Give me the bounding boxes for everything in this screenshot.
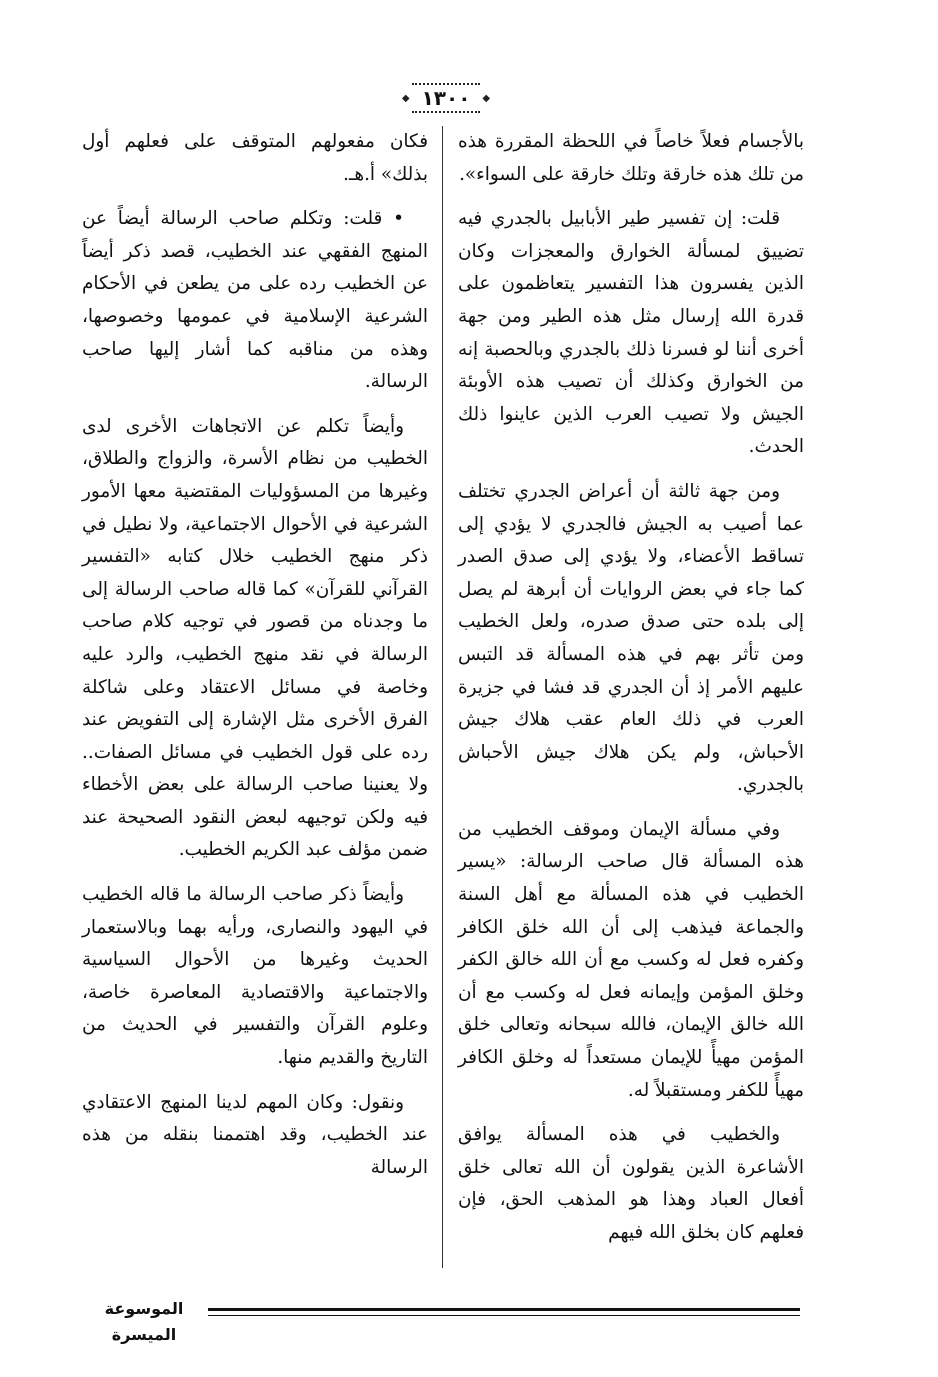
paragraph: ونقول: وكان المهم لدينا المنهج الاعتقادي عند الخطيب، وقد اهتممنا بنقله من هذه الرسالة	[82, 1091, 428, 1178]
paragraph: وأيضاً تكلم عن الاتجاهات الأخرى لدى الخطيب من نظام الأسرة، والزواج والطلاق، وغيرها من المسؤوليات المقتضية معها الأمور الشرعية في الأحوال الاجتماعية، ولا نطيل في ذكر منهج الخطيب خلال كتابه «التفسير القرآني للقرآن» كما قاله صاحب الرسالة إلى ما وجدناه من قصور في توجيه كلام صاحب الرسالة في نقد منهج الخطيب، والرد عليه وخاصة في مسائل الاعتقاد وعلى شاكلة الفرق الأخرى مثل الإشارة إلى التفويض عند رده على قول الخطيب في مسائل الصفات.. ولا يعنينا صاحب الرسالة على بعض الأخطاء فيه ولكن توجيهه لبعض النقود الصحيحة عند ضمن مؤلف عبد الكريم الخطيب.	[82, 415, 428, 861]
footer-title: الموسوعة الميسرة	[104, 1299, 184, 1344]
paragraph: • قلت: وتكلم صاحب الرسالة أيضاً عن المنهج الفقهي عند الخطيب، قصد ذكر أيضاً عن الخطيب رده على من يطعن في الأحكام الشرعية الإسلامية في عمومها وخصوصها، وهذه من مناقبه كما أشار إليها صاحب الرسالة.	[82, 208, 428, 393]
paragraph: ومن جهة ثالثة أن أعراض الجدري تختلف عما أصيب به الجيش فالجدري لا يؤدي إلى تساقط الأعضاء، ولا يؤدي إلى صدق الصدر كما جاء في بعض الروايات أن أبرهة لم يصل إلى بلده حتى صدق صدره، ولعل الخطيب ومن تأثر بهم في هذه المسألة قد التبس عليهم الأمر إذ أن الجدري قد فشا في جزيرة العرب في ذلك العام عقب هلاك جيش الأحباش، ولم يكن هلاك جيش الأحباش بالجدري.	[458, 480, 804, 796]
paragraph: وفي مسألة الإيمان وموقف الخطيب من هذه المسألة قال صاحب الرسالة: «يسير الخطيب في هذه المسألة مع أهل السنة والجماعة فيذهب إلى أن الله خلق الكافر وكفره فعل له وكسب مع أن الله خالق الكفر وخلق المؤمن وإيمانه فعل له وكسب مع أن الله خالق الإيمان، فالله سبحانه وتعالى خلق المؤمن مهيأً للإيمان مستعداً له وخلق الكافر مهيأً للكفر ومستقبلاً له.	[458, 818, 804, 1101]
page-number-text: ١٣٠٠	[412, 83, 481, 113]
column-divider	[442, 126, 443, 1268]
paragraph: والخطيب في هذه المسألة يوافق الأشاعرة الذين يقولون أن الله تعالى خلق أفعال العباد وهذا هو المذهب الحق، فإن فعلهم كان بخلق الله فيهم	[458, 1124, 804, 1243]
paragraph: بالأجسام فعلاً خاصاً في اللحظة المقررة هذه من تلك هذه خارقة وتلك خارقة على السواء».	[458, 131, 804, 185]
footer-rule	[208, 1308, 800, 1316]
left-column	[82, 126, 428, 1196]
paragraph: قلت: إن تفسير طير الأبابيل بالجدري فيه تضييق لمسألة الخوارق والمعجزات وكان الذين يفسرون هذا التفسير يتعاظمون على قدرة الله إرسال مثل هذه الطير ومن جهة أخرى أننا لو فسرنا ذلك بالجدري وبالحصبة إنه من الخوارق وكذلك أن تصيب هذه الأوبئة الجيش ولا تصيب العرب الذين عاينوا ذلك الحدث.	[458, 208, 804, 458]
page-number	[401, 82, 491, 114]
ornament-icon: ◆	[401, 92, 410, 104]
paragraph: وأيضاً ذكر صاحب الرسالة ما قاله الخطيب في اليهود والنصارى، ورأيه بهما وبالاستعمار الحديث وغيرها من الأحوال السياسية والاجتماعية والاقتصادية المعاصرة خاصة، وعلوم القرآن والتفسير في الحديث من التاريخ والقديم منها.	[82, 884, 428, 1069]
paragraph: فكان مفعولهم المتوقف على فعلهم أول بذلك» أ.هـ.	[82, 131, 428, 185]
ornament-icon: ◆	[482, 92, 491, 104]
right-column	[458, 126, 804, 1262]
